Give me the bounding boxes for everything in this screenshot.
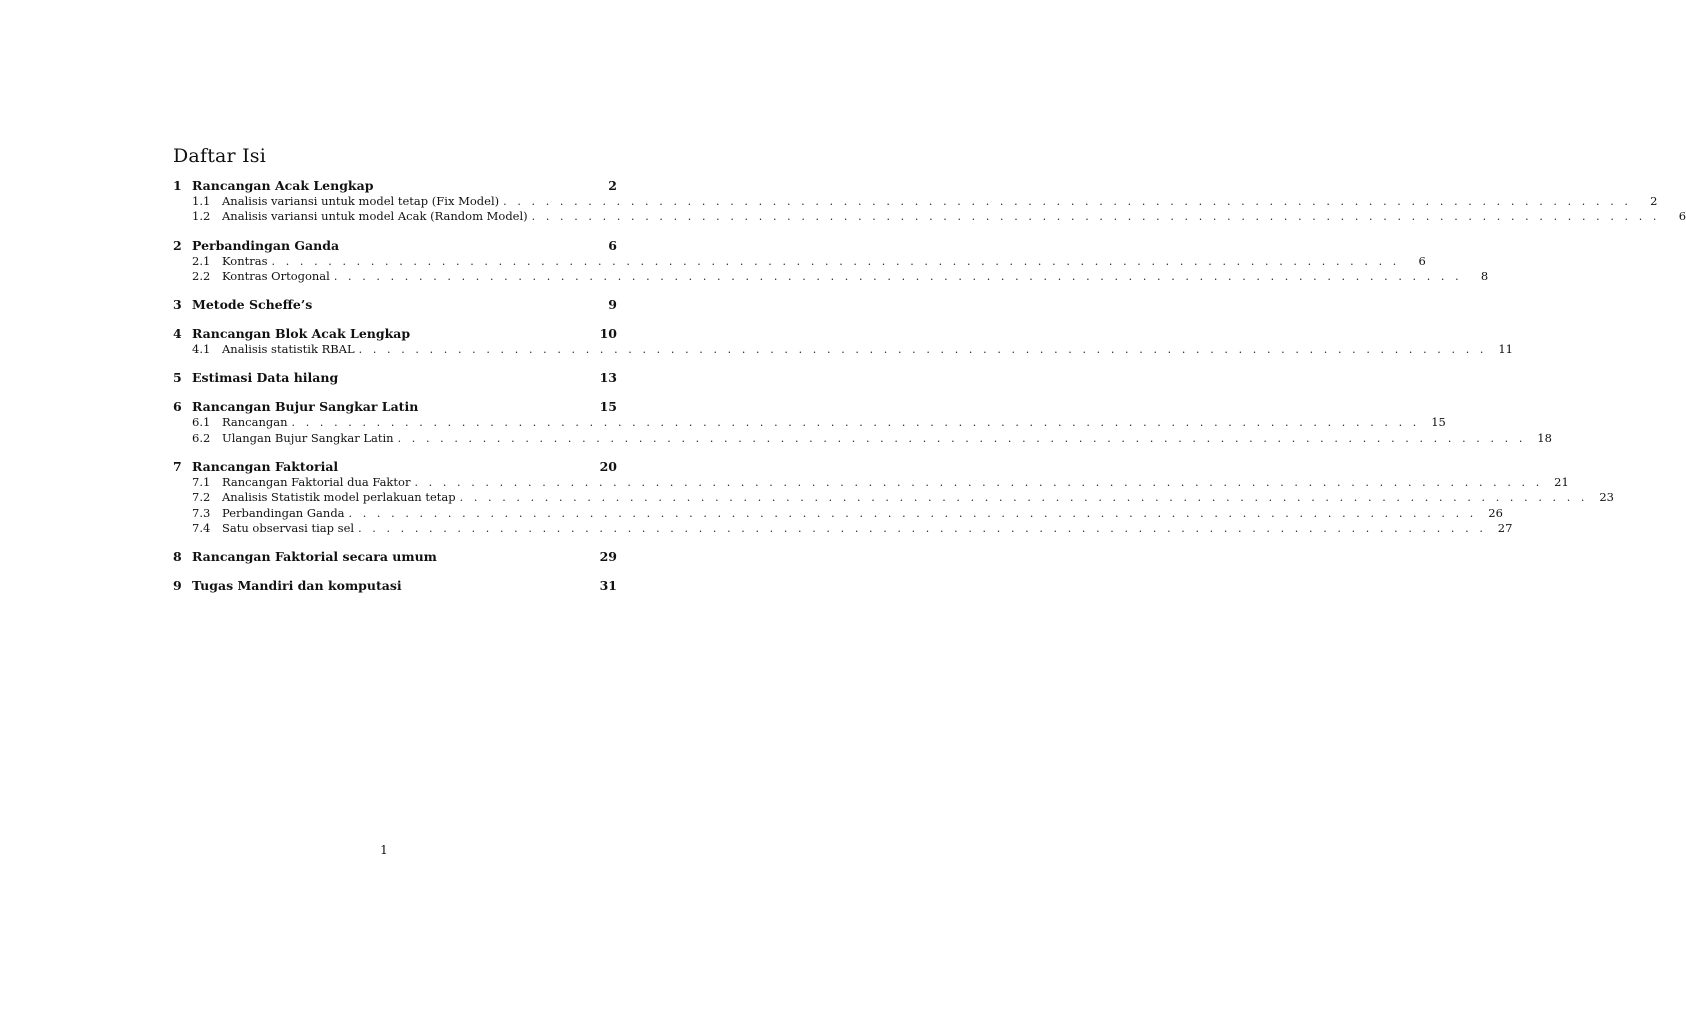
subsection-title: Ulangan Bujur Sangkar Latin bbox=[222, 430, 394, 445]
subsection-page-number: 2 bbox=[1650, 194, 1658, 208]
toc-subsection-entry[interactable] bbox=[173, 253, 1426, 269]
subsection-number: 1.2 bbox=[192, 209, 211, 224]
section-page-number: 10 bbox=[599, 326, 617, 342]
section-title: Rancangan Faktorial secara umum bbox=[192, 549, 437, 565]
subsection-number: 6.1 bbox=[192, 415, 211, 430]
subsection-number: 1.1 bbox=[192, 194, 211, 208]
toc-section bbox=[173, 237, 1489, 285]
subsection-page-number: 27 bbox=[1497, 520, 1513, 535]
subsection-number: 2.1 bbox=[192, 253, 211, 268]
subsection-page-number: 21 bbox=[1554, 475, 1569, 490]
subsection-title: Rancangan Faktorial dua Faktor bbox=[222, 475, 411, 490]
dot-leader: . . . . . . . . . . . . . . . . . . . . . . . . . . . . . . . . . . . . . . . . . . . . . . . . . . . . . . . . . . . . . . . . . . . . . . . . . . . . . . . . bbox=[358, 521, 1487, 535]
subsection-title: Analisis variansi untuk model Acak (Random Model) bbox=[222, 209, 528, 224]
dot-leader: . . . . . . . . . . . . . . . . . . . . . . . . . . . . . . . . . . . . . . . . . . . . . . . . . . . . . . . . . . . . . . . . . . . . . . . . . . . . . . . . bbox=[291, 416, 1420, 430]
subsection-page-number: 18 bbox=[1537, 430, 1552, 445]
section-page-number: 15 bbox=[599, 399, 617, 415]
section-number: 1 bbox=[173, 178, 182, 193]
section-title: Estimasi Data hilang bbox=[192, 370, 339, 386]
subsection-title: Analisis Statistik model perlakuan tetap bbox=[222, 490, 456, 505]
section-title: Tugas Mandiri dan komputasi bbox=[192, 578, 402, 594]
toc-section-entry[interactable] bbox=[173, 326, 617, 342]
toc-section bbox=[173, 370, 617, 386]
section-number: 3 bbox=[173, 297, 182, 313]
toc-section bbox=[173, 578, 617, 594]
toc-section bbox=[173, 326, 1513, 357]
toc-subsection-entry[interactable] bbox=[173, 342, 1513, 357]
toc-section bbox=[173, 178, 1686, 225]
section-number: 9 bbox=[173, 578, 182, 594]
subsection-number: 4.1 bbox=[192, 342, 211, 357]
section-page-number: 31 bbox=[599, 578, 617, 594]
toc-subsection-entry[interactable] bbox=[173, 268, 1489, 284]
toc-subsection-entry[interactable] bbox=[173, 430, 1552, 446]
toc-section-entry[interactable] bbox=[173, 238, 617, 254]
subsection-title: Analisis variansi untuk model tetap (Fix Model) bbox=[222, 194, 500, 208]
section-page-number: 9 bbox=[608, 297, 617, 313]
toc-subsection-entry[interactable] bbox=[173, 194, 1658, 209]
section-title: Perbandingan Ganda bbox=[192, 237, 340, 253]
dot-leader: . . . . . . . . . . . . . . . . . . . . . . . . . . . . . . . . . . . . . . . . . . . . . . . . . . . . . . . . . . . . . . . . . . . . . . . . . . . . . . . . bbox=[271, 254, 1400, 268]
section-number: 7 bbox=[173, 459, 182, 475]
section-title: Rancangan Bujur Sangkar Latin bbox=[192, 399, 419, 415]
toc-section-entry[interactable] bbox=[173, 297, 617, 313]
subsection-title: Kontras bbox=[222, 253, 268, 268]
toc-section-entry[interactable] bbox=[173, 549, 617, 565]
dot-leader: . . . . . . . . . . . . . . . . . . . . . . . . . . . . . . . . . . . . . . . . . . . . . . . . . . . . . . . . . . . . . . . . . . . . . . . . . . . . . . . . bbox=[397, 431, 1526, 445]
subsection-page-number: 23 bbox=[1599, 490, 1614, 505]
subsection-title: Satu observasi tiap sel bbox=[222, 520, 355, 535]
section-title: Metode Scheffe’s bbox=[192, 297, 313, 313]
subsection-number: 7.4 bbox=[192, 520, 211, 535]
dot-leader: . . . . . . . . . . . . . . . . . . . . . . . . . . . . . . . . . . . . . . . . . . . . . . . . . . . . . . . . . . . . . . . . . . . . . . . . . . . . . . . . bbox=[531, 210, 1661, 224]
subsection-page-number: 8 bbox=[1480, 268, 1489, 283]
section-number: 6 bbox=[173, 399, 182, 415]
dot-leader: . . . . . . . . . . . . . . . . . . . . . . . . . . . . . . . . . . . . . . . . . . . . . . . . . . . . . . . . . . . . . . . . . . . . . . . . . . . . . . . . bbox=[348, 506, 1477, 520]
toc-section-entry[interactable] bbox=[173, 399, 617, 415]
table-of-contents bbox=[173, 178, 1686, 607]
toc-section-entry[interactable] bbox=[173, 370, 617, 386]
toc-section bbox=[173, 549, 617, 565]
subsection-number: 7.2 bbox=[192, 490, 211, 505]
subsection-number: 7.1 bbox=[192, 475, 211, 490]
toc-section-entry[interactable] bbox=[173, 578, 617, 594]
toc-section bbox=[173, 297, 617, 313]
subsection-page-number: 11 bbox=[1498, 342, 1513, 357]
dot-leader: . . . . . . . . . . . . . . . . . . . . . . . . . . . . . . . . . . . . . . . . . . . . . . . . . . . . . . . . . . . . . . . . . . . . . . . . . . . . . . . . bbox=[503, 195, 1632, 208]
subsection-page-number: 15 bbox=[1431, 415, 1446, 430]
section-number: 4 bbox=[173, 326, 182, 342]
toc-section bbox=[173, 459, 1614, 536]
subsection-page-number: 6 bbox=[1418, 253, 1426, 268]
section-page-number: 29 bbox=[599, 549, 617, 565]
subsection-number: 6.2 bbox=[192, 430, 211, 445]
subsection-number: 7.3 bbox=[192, 505, 211, 520]
subsection-number: 2.2 bbox=[192, 268, 211, 283]
toc-subsection-entry[interactable] bbox=[173, 520, 1513, 536]
subsection-page-number: 6 bbox=[1678, 209, 1686, 224]
section-number: 8 bbox=[173, 549, 182, 565]
toc-subsection-entry[interactable] bbox=[173, 490, 1614, 505]
section-title: Rancangan Acak Lengkap bbox=[192, 178, 374, 193]
toc-section-entry[interactable] bbox=[173, 459, 617, 475]
subsection-title: Perbandingan Ganda bbox=[222, 505, 345, 520]
toc-subsection-entry[interactable] bbox=[173, 209, 1686, 224]
toc-section bbox=[173, 399, 1552, 446]
toc-subsection-entry[interactable] bbox=[173, 475, 1569, 490]
toc-title: Daftar Isi bbox=[173, 145, 267, 167]
section-page-number: 20 bbox=[599, 459, 617, 475]
subsection-title: Analisis statistik RBAL bbox=[222, 342, 355, 357]
dot-leader: . . . . . . . . . . . . . . . . . . . . . . . . . . . . . . . . . . . . . . . . . . . . . . . . . . . . . . . . . . . . . . . . . . . . . . . . . . . . . . . . bbox=[333, 269, 1463, 283]
page-number: 1 bbox=[380, 843, 388, 857]
section-page-number: 2 bbox=[608, 178, 617, 193]
subsection-page-number: 26 bbox=[1488, 505, 1503, 520]
toc-section-entry[interactable] bbox=[173, 178, 617, 194]
section-number: 2 bbox=[173, 237, 182, 253]
section-page-number: 13 bbox=[599, 370, 617, 386]
section-title: Rancangan Blok Acak Lengkap bbox=[192, 326, 411, 342]
section-number: 5 bbox=[173, 370, 182, 386]
dot-leader: . . . . . . . . . . . . . . . . . . . . . . . . . . . . . . . . . . . . . . . . . . . . . . . . . . . . . . . . . . . . . . . . . . . . . . . . . . . . . . . . bbox=[414, 476, 1543, 490]
section-title: Rancangan Faktorial bbox=[192, 459, 339, 475]
dot-leader: . . . . . . . . . . . . . . . . . . . . . . . . . . . . . . . . . . . . . . . . . . . . . . . . . . . . . . . . . . . . . . . . . . . . . . . . . . . . . . . . bbox=[358, 343, 1487, 357]
toc-subsection-entry[interactable] bbox=[173, 505, 1503, 521]
subsection-title: Rancangan bbox=[222, 415, 288, 430]
section-page-number: 6 bbox=[608, 237, 617, 253]
subsection-title: Kontras Ortogonal bbox=[222, 268, 330, 283]
toc-subsection-entry[interactable] bbox=[173, 415, 1446, 430]
dot-leader: . . . . . . . . . . . . . . . . . . . . . . . . . . . . . . . . . . . . . . . . . . . . . . . . . . . . . . . . . . . . . . . . . . . . . . . . . . . . . . . . bbox=[459, 491, 1588, 505]
